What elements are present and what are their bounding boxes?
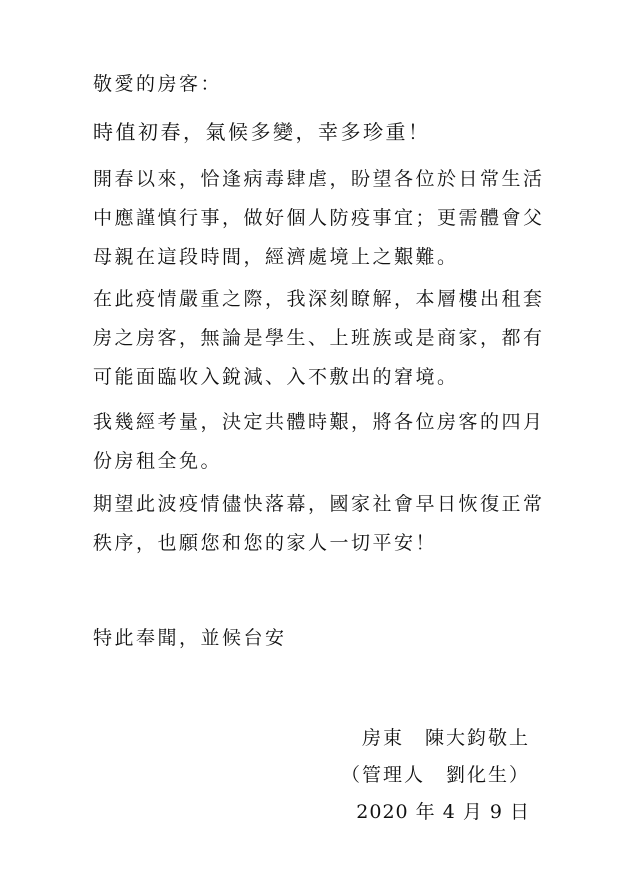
paragraph-1-line-2: 中應謹慎行事，做好個人防疫事宜；更需體會父 (93, 207, 545, 229)
signature-landlord: 房東 陳大鈞敬上 (361, 727, 530, 749)
paragraph-4-line-2: 秩序，也願您和您的家人一切平安！ (93, 532, 438, 554)
signature-date: 2020 年 4 月 9 日 (356, 801, 530, 823)
paragraph-2-line-2: 房之房客，無論是學生、上班族或是商家，都有 (93, 327, 545, 349)
salutation: 敬愛的房客： (93, 73, 223, 95)
paragraph-1-line-3: 母親在這段時間，經濟處境上之艱難。 (93, 246, 459, 268)
paragraph-2-line-1: 在此疫情嚴重之際，我深刻瞭解，本層樓出租套 (93, 288, 545, 310)
signature-manager: （管理人 劉化生） (340, 764, 530, 786)
greeting: 時值初春，氣候多變，幸多珍重！ (93, 120, 431, 144)
paragraph-3-line-1: 我幾經考量，決定共體時艱，將各位房客的四月 (93, 411, 545, 433)
paragraph-4-line-1: 期望此波疫情儘快落幕，國家社會早日恢復正常 (93, 493, 545, 515)
paragraph-3-line-2: 份房租全免。 (93, 450, 223, 472)
paragraph-2-line-3: 可能面臨收入銳減、入不敷出的窘境。 (93, 366, 459, 388)
paragraph-1-line-1: 開春以來，恰逢病毒肆虐，盼望各位於日常生活 (93, 168, 545, 190)
closing: 特此奉聞，並候台安 (93, 627, 287, 649)
